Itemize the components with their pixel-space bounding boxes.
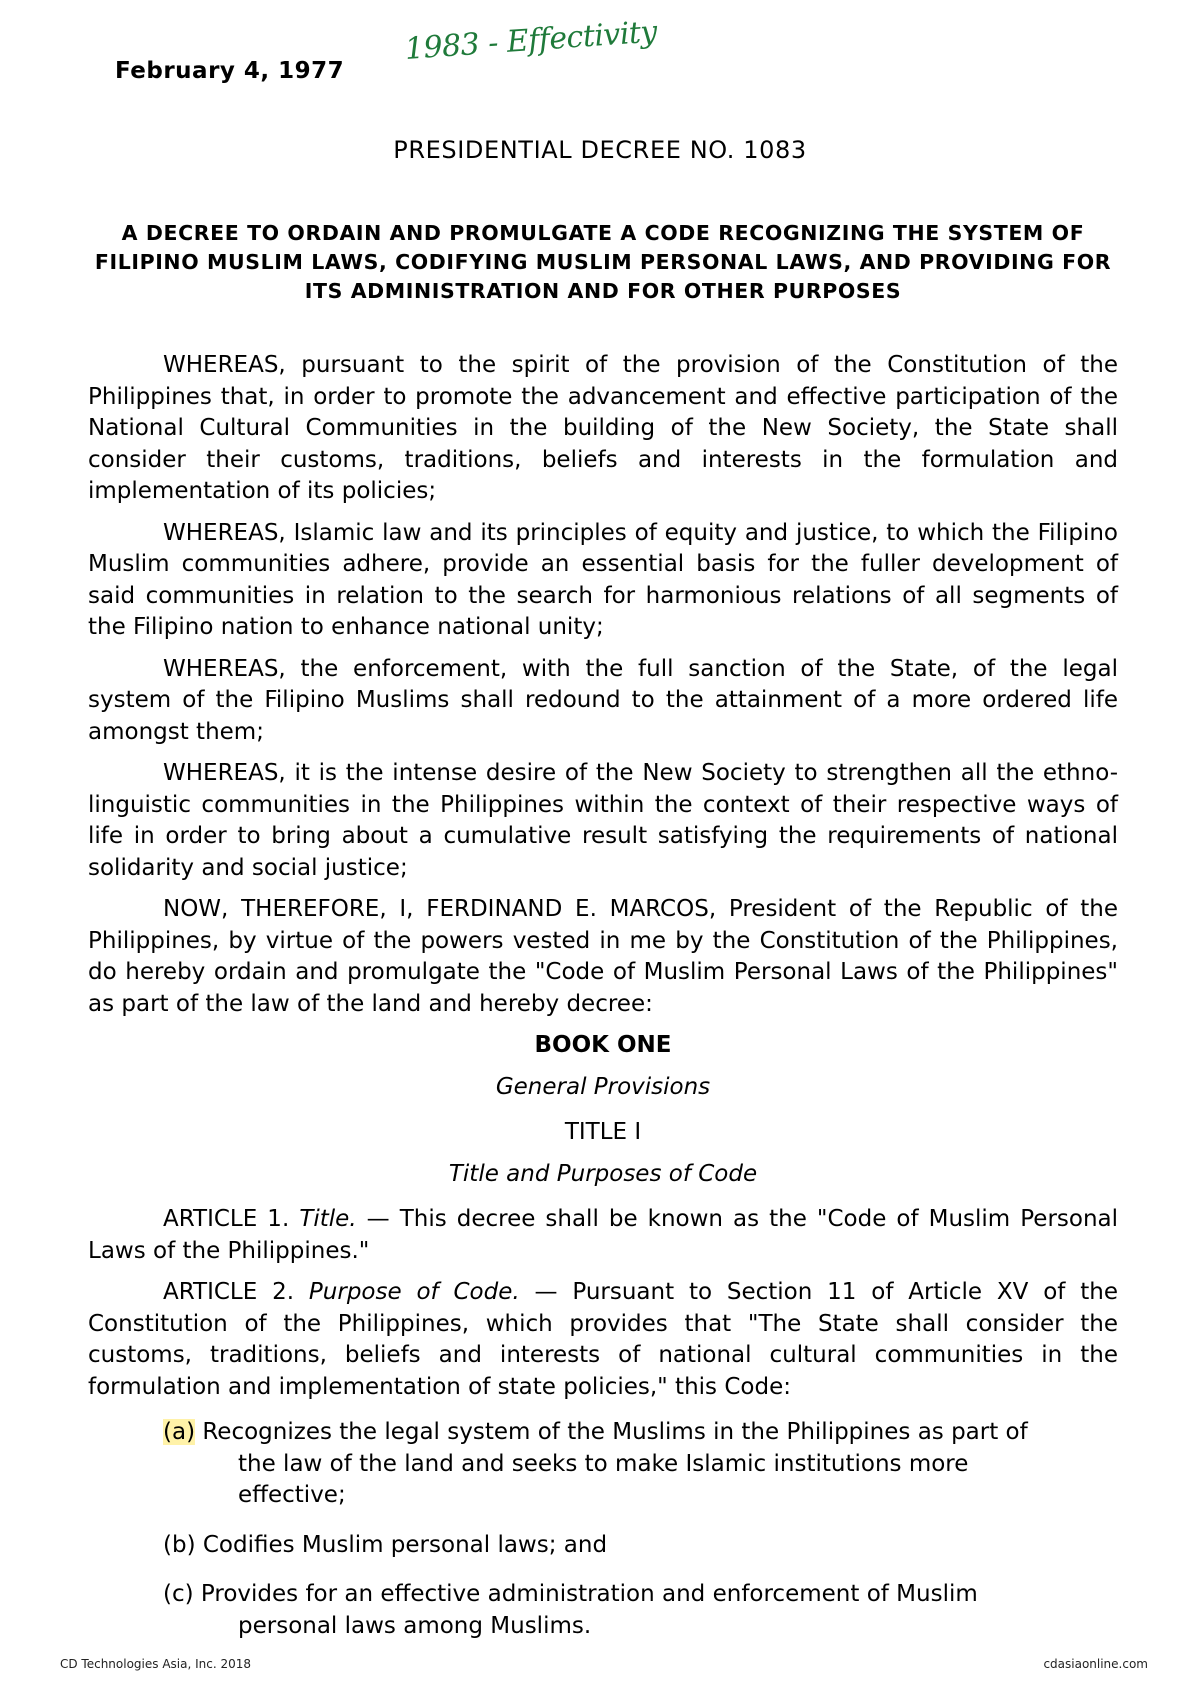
list-item bbox=[163, 1579, 1048, 1642]
article-text: — Pursuant to Section 11 of Article XV of the Constitution of the Philippines, which provides that "The State shall consider the customs, traditions, beliefs and interests of national cultural communities in the formulation and implementation of state policies," this Code: bbox=[88, 1279, 1118, 1400]
list-marker: (b) bbox=[163, 1531, 196, 1558]
list-item bbox=[163, 1530, 1048, 1562]
book-subheading: General Provisions bbox=[495, 1073, 711, 1100]
list-item-text: Recognizes the legal system of the Muslims in the Philippines as part of the law of the land and seeks to make Islamic institutions more effective; bbox=[195, 1419, 1028, 1508]
list-item bbox=[163, 1417, 1048, 1512]
book-heading: BOOK ONE bbox=[534, 1032, 672, 1058]
article-label: ARTICLE 1. bbox=[163, 1206, 290, 1232]
decree-number: PRESIDENTIAL DECREE NO. 1083 bbox=[393, 136, 807, 164]
highlighted-marker: (a) bbox=[163, 1419, 196, 1445]
decree-date: February 4, 1977 bbox=[115, 58, 345, 84]
list-item-text: Provides for an effective administration and enforcement of Muslim personal laws among Muslims. bbox=[193, 1581, 978, 1639]
article-1 bbox=[88, 1204, 1118, 1267]
whereas-clause: WHEREAS, Islamic law and its principles of equity and justice, to which the Filipino Muslim communities adhere, provide an essential basis for the fuller development of said communities in relation to the search for harmonious relations of all segments of the Filipino nation to enhance national unity; bbox=[88, 519, 1118, 640]
whereas-clause: WHEREAS, it is the intense desire of the New Society to strengthen all the ethno-linguistic communities in the Philippines within the context of their respective ways of life in order to bring about a cumulative result satisfying the requirements of national solidarity and social justice; bbox=[88, 760, 1118, 881]
footer-copyright: CD Technologies Asia, Inc. 2018 bbox=[60, 1657, 252, 1671]
article-name: Purpose of Code. bbox=[308, 1279, 520, 1305]
article-2 bbox=[88, 1277, 1118, 1403]
title-heading: TITLE I bbox=[564, 1119, 642, 1145]
handwritten-note: 1983 - Effectivity bbox=[403, 14, 659, 67]
article-name: Title. bbox=[299, 1206, 357, 1232]
whereas-clause: WHEREAS, the enforcement, with the full sanction of the State, of the legal system of the Filipino Muslims shall redound to the attainment of a more ordered life amongst them; bbox=[88, 655, 1118, 745]
decree-body bbox=[88, 350, 1118, 1660]
title-subheading: Title and Purposes of Code bbox=[448, 1160, 758, 1187]
enacting-clause: NOW, THEREFORE, I, FERDINAND E. MARCOS, President of the Republic of the Philippines, by virtue of the powers vested in me by the Constitution of the Philippines, do hereby ordain and promulgate the "Code of Muslim Personal Laws of the Philippines" as part of the law of the land and hereby decree: bbox=[88, 896, 1118, 1017]
article-label: ARTICLE 2. bbox=[163, 1279, 295, 1305]
decree-title: A DECREE TO ORDAIN AND PROMULGATE A CODE RECOGNIZING THE SYSTEM OF FILIPINO MUSLIM LAWS, CODIFYING MUSLIM PERSONAL LAWS, AND PROVIDING FOR ITS ADMINISTRATION AND FOR OTHER PURPOSES bbox=[94, 221, 1112, 303]
list-item-text: Codifies Muslim personal laws; and bbox=[195, 1531, 608, 1558]
footer-website: cdasiaonline.com bbox=[1043, 1657, 1148, 1671]
article-text: — This decree shall be known as the "Code of Muslim Personal Laws of the Philippines." bbox=[88, 1206, 1119, 1264]
whereas-clause: WHEREAS, pursuant to the spirit of the provision of the Constitution of the Philippines that, in order to promote the advancement and effective participation of the National Cultural Communities in the building of the New Society, the State shall consider their customs, traditions, beliefs and interests in the formulation and implementation of its policies; bbox=[88, 352, 1118, 504]
purpose-list bbox=[88, 1417, 1118, 1642]
list-marker: (c) bbox=[163, 1581, 194, 1607]
